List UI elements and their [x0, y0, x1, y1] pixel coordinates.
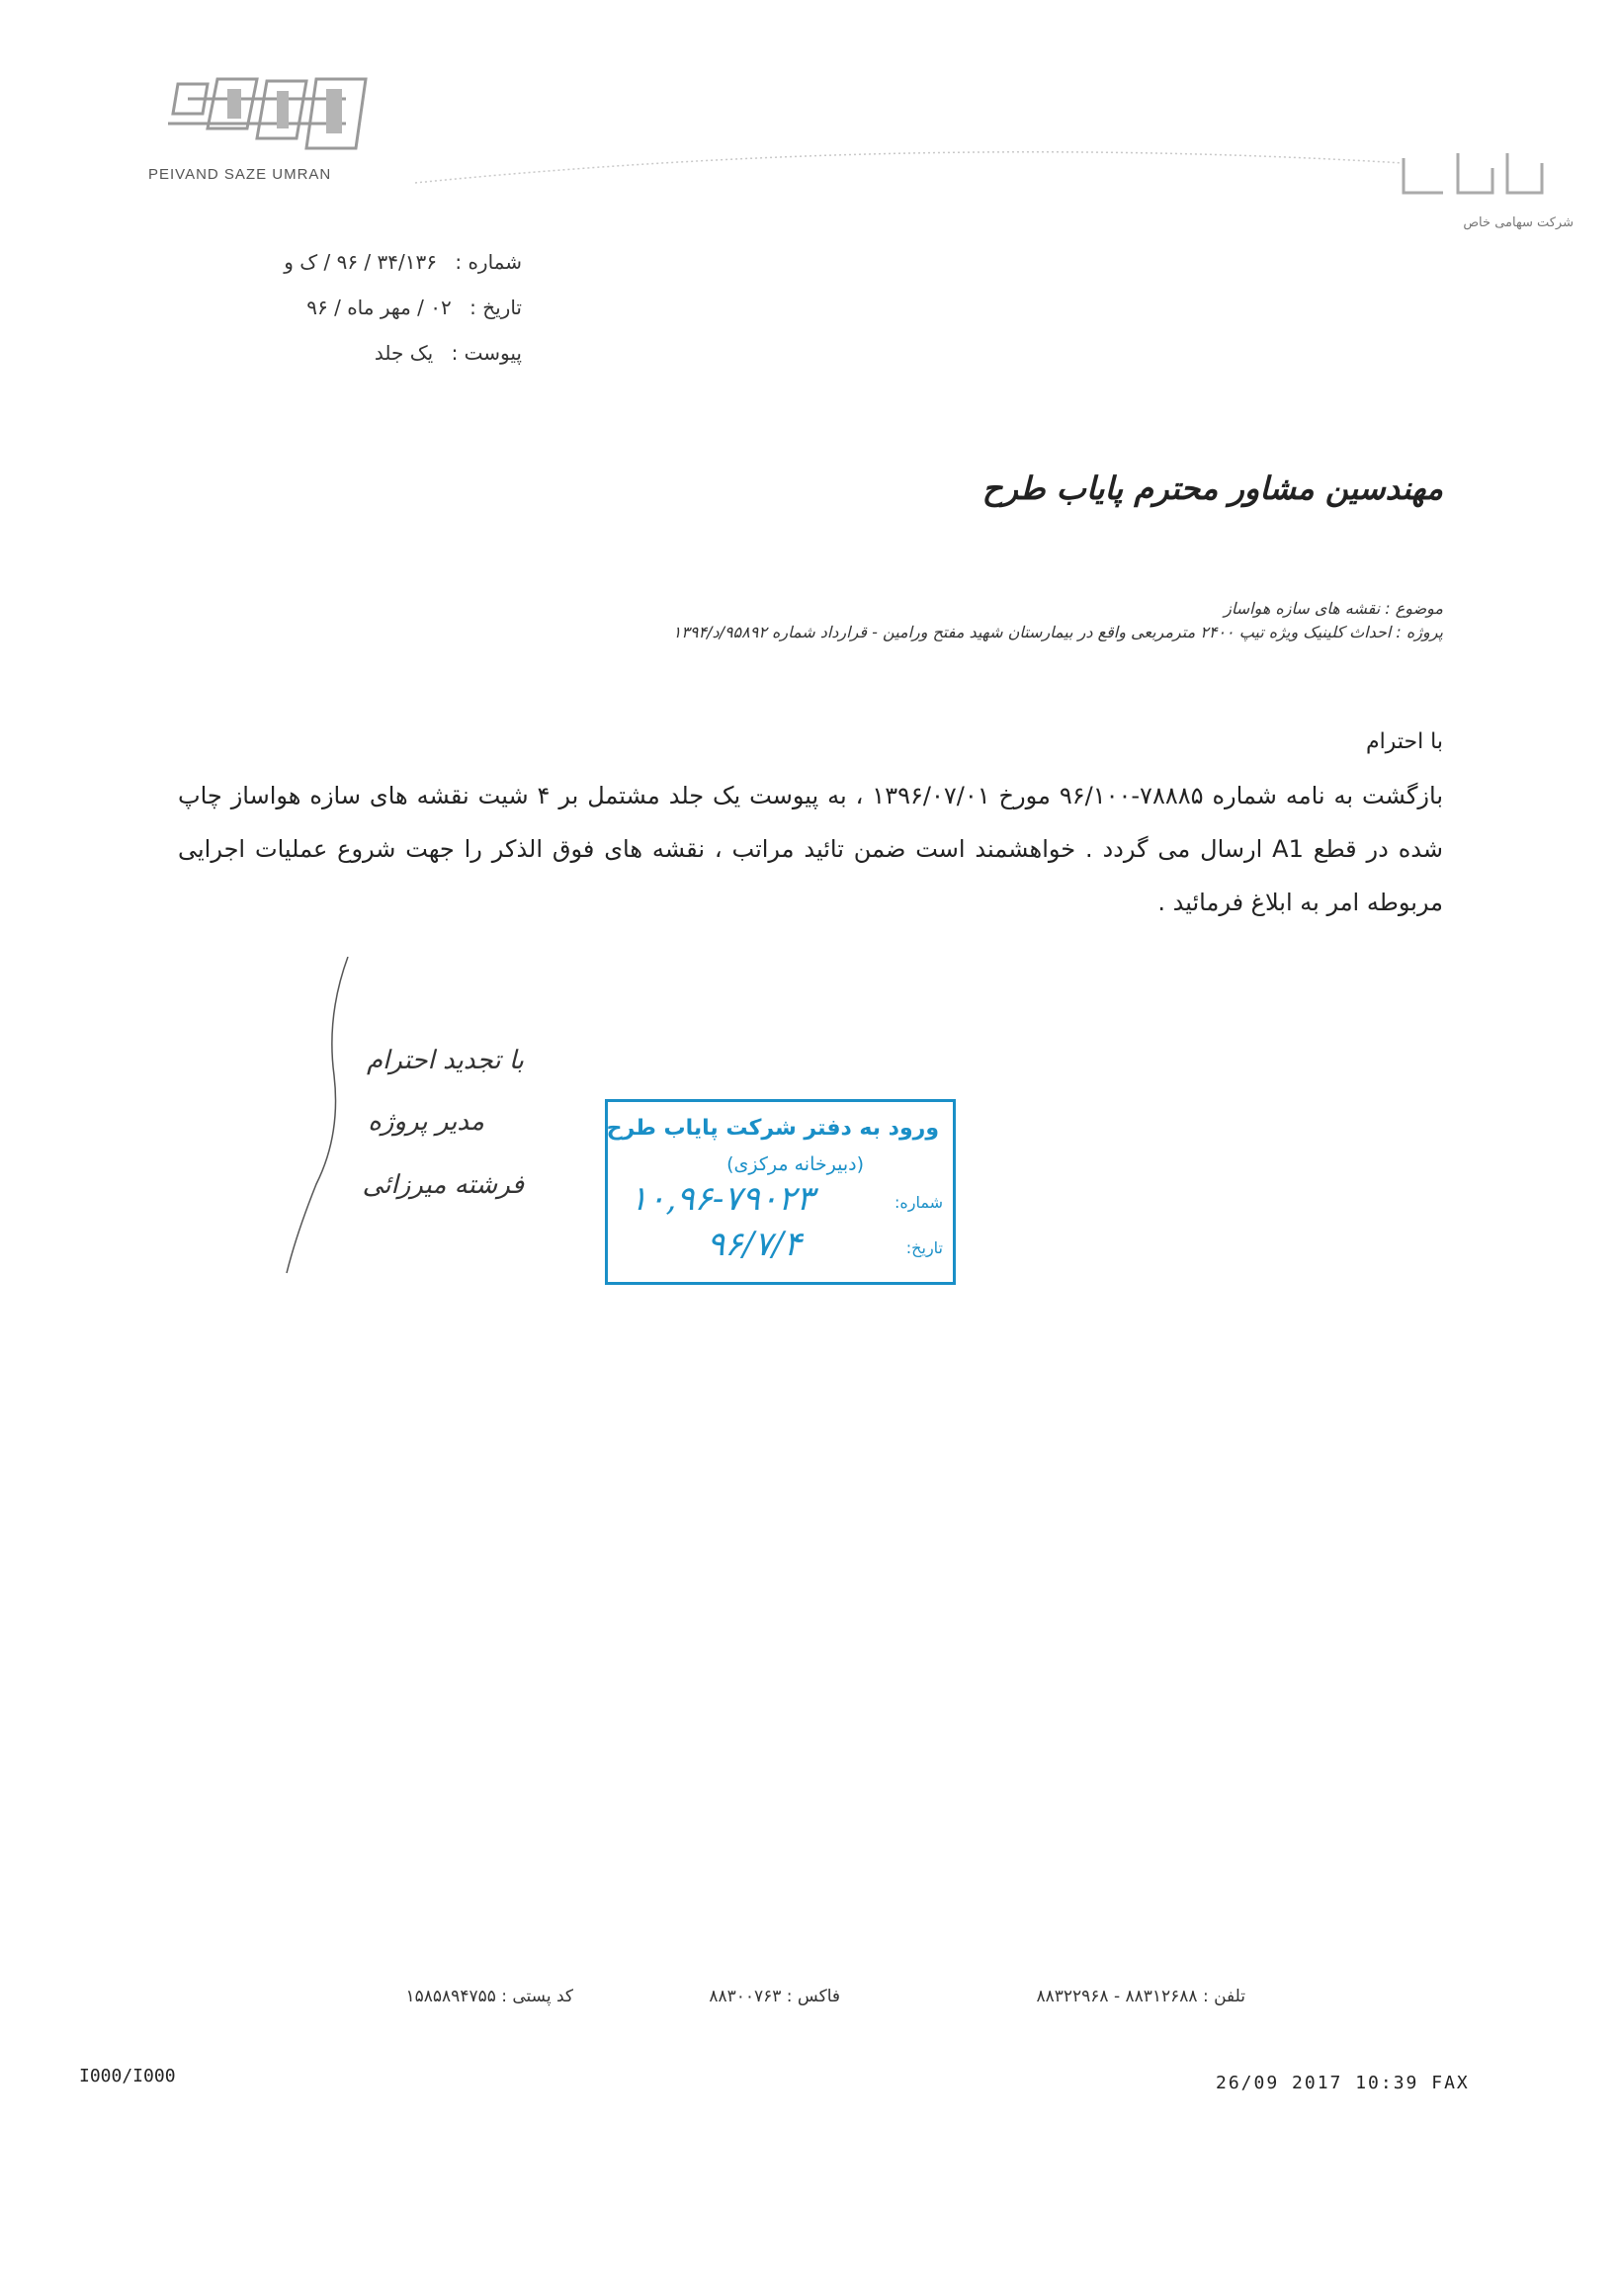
- company-logo-left: [148, 69, 425, 198]
- reference-number-label: شماره :: [455, 250, 522, 274]
- reference-date-value: ۰۲ / مهر ماه / ۹۶: [306, 296, 452, 319]
- subject-line: موضوع : نقشه های سازه هواساز: [1224, 599, 1443, 618]
- stamp-number-label: شماره:: [894, 1193, 943, 1212]
- reference-block: [206, 239, 522, 376]
- reference-attachment-label: پیوست :: [451, 341, 522, 365]
- header-curve-decoration: [415, 138, 1404, 198]
- signature-name: فرشته میرزائی: [362, 1170, 524, 1200]
- signature-closing: با تجدید احترام: [366, 1046, 524, 1075]
- stamp-subtitle: (دبیرخانه مرکزی): [726, 1153, 864, 1175]
- stamp-date-label: تاریخ:: [905, 1238, 943, 1257]
- logo-right-subtext: شرکت سهامی خاص: [1463, 215, 1574, 230]
- stamp-date-value: ۹۶/۷/۴: [707, 1225, 802, 1264]
- footer-postal-code: کد پستی : ۱۵۸۵۸۹۴۷۵۵: [405, 1987, 573, 2006]
- greeting: با احترام: [1365, 729, 1443, 754]
- company-logo-right: [1364, 138, 1591, 247]
- project-line: پروژه : احداث کلینیک ویژه تیپ ۲۴۰۰ مترمربعی واقع در بیمارستان شهید مفتح ورامین - قرارداد شماره ۹۵۸۹۲/د/۱۳۹۴: [672, 623, 1443, 641]
- stamp-title: ورود به دفتر شرکت پایاب طرح: [606, 1116, 939, 1141]
- logo-mark-icon: [148, 69, 385, 163]
- reference-number-value: ۳۴/۱۳۶ / ۹۶ / ک و: [284, 250, 437, 274]
- addressee: مهندسین مشاور محترم پایاب طرح: [981, 469, 1443, 507]
- stamp-number-value: ۱۰,۹۶-۷۹۰۲۳: [630, 1179, 814, 1219]
- reference-attachment-value: یک جلد: [374, 341, 434, 365]
- received-stamp: [605, 1099, 956, 1285]
- logo-left-text: PEIVAND SAZE UMRAN: [148, 166, 332, 183]
- reference-date-line: [206, 285, 522, 330]
- reference-attachment-line: [206, 330, 522, 376]
- footer-contact: [326, 1987, 1245, 2026]
- logo-right-mark-icon: [1364, 138, 1562, 208]
- signature-block: [257, 1046, 524, 1283]
- signature-title: مدیر پروژه: [368, 1107, 484, 1137]
- reference-date-label: تاریخ :: [469, 296, 522, 319]
- footer-fax: فاکس : ۸۸۳۰۰۷۶۳: [709, 1987, 840, 2006]
- letter-body: بازگشت به نامه شماره ۷۸۸۸۵-۹۶/۱۰۰ مورخ ۱۳۹۶/۰۷/۰۱ ، به پیوست یک جلد مشتمل بر ۴ شیت نقشه های سازه هواساز چاپ شده در قطع A1 ارسال می گردد . خواهشمند است ضمن تائید مراتب ، نقشه های فوق الذکر را جهت شروع عملیات اجرایی مربوطه امر به ابلاغ فرمائید .: [178, 782, 1443, 916]
- fax-page-counter: I000/I000: [79, 2066, 176, 2086]
- reference-number-line: [206, 239, 522, 285]
- fax-timestamp: 26/09 2017 10:39 FAX: [1216, 2073, 1470, 2093]
- footer-phone: تلفن : ۸۸۳۱۲۶۸۸ - ۸۸۳۲۲۹۶۸: [1036, 1987, 1245, 2006]
